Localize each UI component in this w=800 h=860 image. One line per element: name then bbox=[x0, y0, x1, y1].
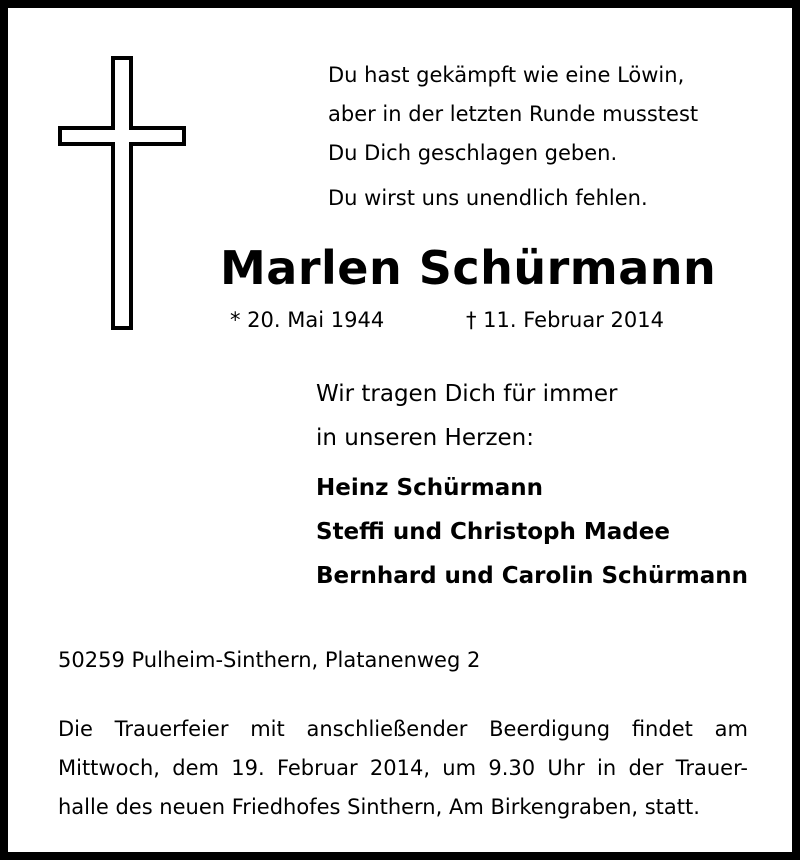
verse-line: aber in der letzten Runde musstest bbox=[328, 102, 699, 126]
service-word: Uhr bbox=[547, 756, 585, 780]
service-word: 2014, bbox=[369, 756, 430, 780]
family-address: 50259 Pulheim-Sinthern, Platanenweg 2 bbox=[58, 648, 481, 672]
mourner-name: Heinz Schürmann bbox=[316, 475, 544, 501]
service-word: in bbox=[597, 756, 617, 780]
service-word: findet bbox=[631, 717, 693, 741]
verse-line: Du Dich geschlagen geben. bbox=[328, 141, 618, 165]
remembrance-line: in unseren Herzen: bbox=[316, 425, 535, 451]
service-line bbox=[58, 749, 748, 788]
service-word: Trauerfeier bbox=[114, 717, 229, 741]
service-word: anschließender bbox=[306, 717, 468, 741]
mourner-name: Bernhard und Carolin Schürmann bbox=[316, 563, 748, 589]
service-word: mit bbox=[250, 717, 285, 741]
service-word: 9.30 bbox=[488, 756, 536, 780]
service-word: dem bbox=[172, 756, 219, 780]
funeral-service-text bbox=[58, 710, 748, 827]
verse-line: Du hast gekämpft wie eine Löwin, bbox=[328, 63, 685, 87]
service-word: Die bbox=[58, 717, 93, 741]
service-line bbox=[58, 710, 748, 749]
birth-date: * 20. Mai 1944 bbox=[230, 308, 385, 332]
service-word: Februar bbox=[276, 756, 358, 780]
remembrance-line: Wir tragen Dich für immer bbox=[316, 381, 618, 407]
service-word: der bbox=[628, 756, 664, 780]
service-word: Mittwoch, bbox=[58, 756, 160, 780]
service-word: um bbox=[442, 756, 477, 780]
service-line: halle des neuen Friedhofes Sinthern, Am Birkengraben, statt. bbox=[58, 795, 700, 819]
mourner-name: Steffi und Christoph Madee bbox=[316, 519, 670, 545]
deceased-name: Marlen Schürmann bbox=[220, 241, 717, 295]
verse-line: Du wirst uns unendlich fehlen. bbox=[328, 186, 648, 210]
cross-icon bbox=[56, 54, 188, 332]
death-date: † 11. Februar 2014 bbox=[466, 308, 664, 332]
service-word: Beerdigung bbox=[489, 717, 611, 741]
service-word: Trauer- bbox=[675, 756, 748, 780]
service-word: am bbox=[714, 717, 748, 741]
verse bbox=[328, 56, 698, 218]
remembrance-text bbox=[316, 372, 617, 460]
service-word: 19. bbox=[231, 756, 265, 780]
mourners-list bbox=[316, 466, 748, 598]
